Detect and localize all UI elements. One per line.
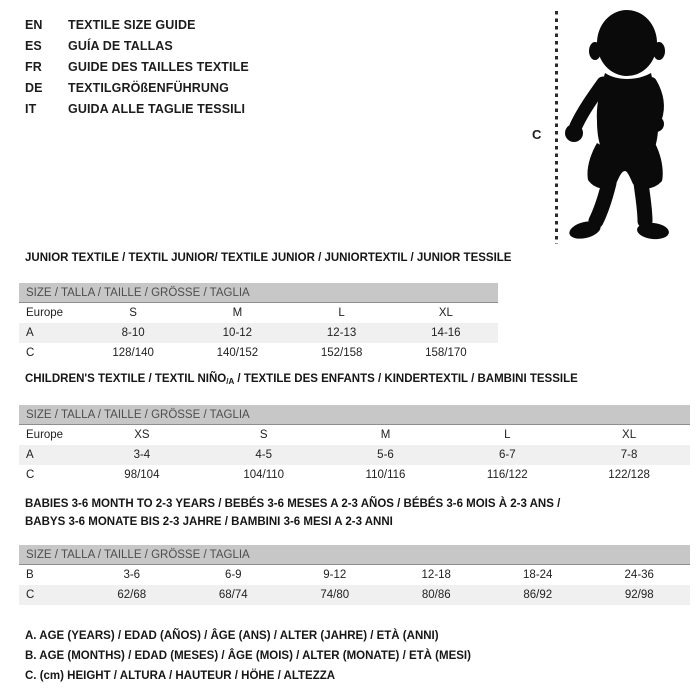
- size-cell: 6-7: [446, 445, 568, 465]
- language-code: ES: [25, 39, 42, 53]
- language-title: TEXTILE SIZE GUIDE: [68, 18, 196, 32]
- size-cell: 10-12: [185, 323, 289, 343]
- junior-table-title: JUNIOR TEXTILE / TEXTIL JUNIOR/ TEXTILE JUNIOR / JUNIORTEXTIL / JUNIOR TESSILE: [25, 252, 512, 264]
- size-cell: 14-16: [394, 323, 498, 343]
- baby-silhouette-icon: [545, 5, 695, 250]
- size-cell: 3-4: [81, 445, 203, 465]
- language-code: IT: [25, 102, 37, 116]
- size-cell: 140/152: [216, 347, 259, 359]
- language-title: TEXTILGRÖßENFÜHRUNG: [68, 81, 229, 95]
- row-label: C: [26, 469, 35, 481]
- language-title: GUIDE DES TAILLES TEXTILE: [68, 60, 249, 74]
- size-cell: 116/122: [486, 469, 528, 481]
- row-label: A: [19, 445, 81, 465]
- language-row: [25, 36, 249, 57]
- row-label: C: [19, 585, 81, 605]
- size-cell: 128/140: [112, 347, 154, 359]
- language-row: [25, 99, 249, 120]
- table-row: [19, 343, 498, 363]
- size-cell: L: [338, 307, 345, 319]
- footnote-b: B. AGE (MONTHS) / EDAD (MESES) / ÂGE (MOIS) / ALTER (MONATE) / ETÀ (MESI): [25, 650, 471, 662]
- babies-title-line2: BABYS 3-6 MONATE BIS 2-3 JAHRE / BAMBINI 3-6 MESI A 2-3 ANNI: [25, 516, 393, 528]
- row-label: A: [19, 323, 81, 343]
- size-cell: 152/158: [320, 347, 363, 359]
- size-cell: S: [259, 429, 268, 441]
- language-title: GUIDA ALLE TAGLIE TESSILI: [68, 102, 246, 116]
- size-cell: 98/104: [124, 469, 160, 481]
- size-cell: 9-12: [323, 569, 347, 581]
- table-row: [19, 445, 690, 465]
- junior-size-table: [19, 283, 498, 363]
- height-measure-label: C: [532, 127, 542, 142]
- language-code: DE: [25, 81, 43, 95]
- babies-title-line1: BABIES 3-6 MONTH TO 2-3 YEARS / BEBÉS 3-6 MESES A 2-3 AÑOS / BÉBÉS 3-6 MOIS À 2-3 ANS /: [25, 498, 561, 510]
- size-cell: 6-9: [224, 569, 242, 581]
- size-cell: 3-6: [123, 569, 141, 581]
- size-cell: 62/68: [81, 585, 183, 605]
- footnote-a: A. AGE (YEARS) / EDAD (AÑOS) / ÂGE (ANS) / ALTER (JAHRE) / ETÀ (ANNI): [25, 630, 439, 642]
- size-cell: 86/92: [487, 585, 589, 605]
- children-title-sub: /A: [226, 377, 235, 386]
- size-cell: 7-8: [568, 445, 690, 465]
- size-header-bar: SIZE / TALLA / TAILLE / GRÖSSE / TAGLIA: [19, 545, 690, 565]
- size-cell: 110/116: [365, 469, 406, 481]
- table-row: [19, 303, 498, 324]
- size-cell: 5-6: [325, 445, 447, 465]
- row-label: C: [26, 347, 35, 359]
- size-cell: M: [380, 429, 391, 441]
- table-row: [19, 323, 498, 343]
- language-code: EN: [25, 18, 43, 32]
- babies-size-table: [19, 545, 690, 605]
- table-row: [19, 565, 690, 586]
- size-cell: M: [232, 307, 243, 319]
- size-header-bar: SIZE / TALLA / TAILLE / GRÖSSE / TAGLIA: [19, 283, 498, 303]
- size-cell: 18-24: [523, 569, 553, 581]
- size-cell: 74/80: [284, 585, 386, 605]
- language-list: [25, 15, 249, 120]
- language-row: [25, 57, 249, 78]
- children-title-post: / TEXTILE DES ENFANTS / KINDERTEXTIL / BAMBINI TESSILE: [234, 373, 578, 385]
- row-label: Europe: [26, 429, 64, 441]
- size-cell: XS: [134, 429, 150, 441]
- size-cell: 92/98: [589, 585, 691, 605]
- size-cell: 8-10: [81, 323, 185, 343]
- table-row: [19, 585, 690, 605]
- size-cell: S: [129, 307, 137, 319]
- size-cell: 122/128: [608, 469, 650, 481]
- children-size-table: [19, 405, 690, 485]
- size-cell: 24-36: [624, 569, 654, 581]
- language-code: FR: [25, 60, 42, 74]
- size-cell: 80/86: [386, 585, 488, 605]
- size-cell: XL: [438, 307, 453, 319]
- size-cell: 158/170: [425, 347, 467, 359]
- footnotes: [25, 626, 471, 686]
- row-label: Europe: [26, 307, 64, 319]
- footnote-c: C. (cm) HEIGHT / ALTURA / HAUTEUR / HÖHE / ALTEZZA: [25, 670, 336, 682]
- size-header-bar: SIZE / TALLA / TAILLE / GRÖSSE / TAGLIA: [19, 405, 690, 425]
- size-cell: 12-18: [421, 569, 451, 581]
- language-title: GUÍA DE TALLAS: [68, 39, 173, 53]
- row-label: B: [26, 569, 34, 581]
- size-cell: L: [504, 429, 511, 441]
- children-table-title: [25, 373, 578, 386]
- language-row: [25, 78, 249, 99]
- language-row: [25, 15, 249, 36]
- size-cell: 68/74: [183, 585, 285, 605]
- size-cell: 4-5: [203, 445, 325, 465]
- size-cell: 12-13: [290, 323, 394, 343]
- babies-table-title: [25, 495, 665, 531]
- size-cell: 104/110: [243, 469, 285, 481]
- table-row: [19, 465, 690, 485]
- size-cell: XL: [622, 429, 637, 441]
- table-row: [19, 425, 690, 446]
- children-title-pre: CHILDREN'S TEXTILE / TEXTIL NIÑO: [25, 373, 227, 385]
- size-figure: [530, 5, 700, 250]
